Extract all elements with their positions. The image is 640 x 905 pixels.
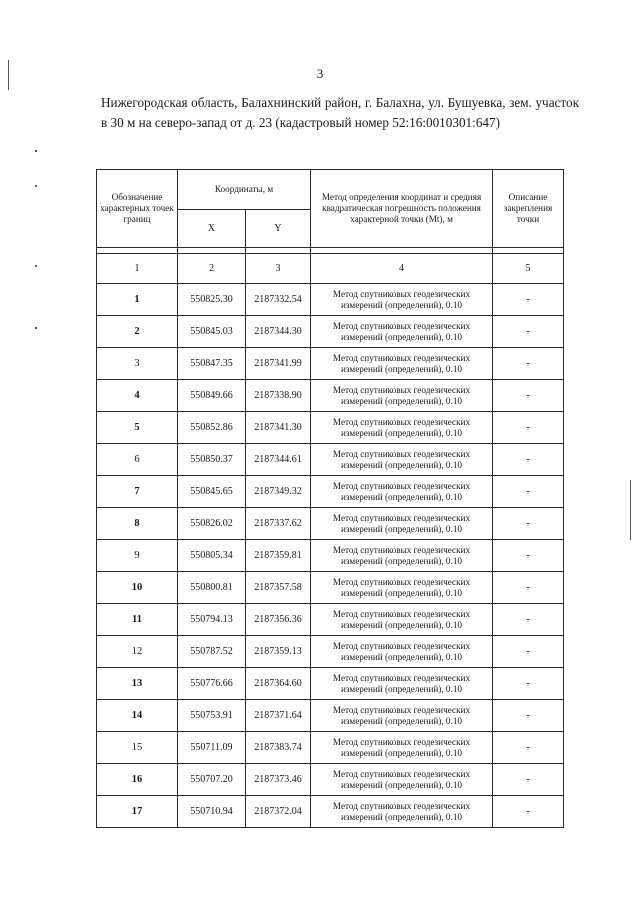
description-cell: -	[493, 540, 564, 572]
header-point: Обозначение характерных точек границ	[97, 170, 178, 248]
description-cell: -	[493, 604, 564, 636]
method-cell: Метод спутниковых геодезических измерений (определений), 0.10	[311, 668, 493, 700]
description-cell: -	[493, 796, 564, 828]
y-coordinate-cell: 2187344.61	[246, 444, 311, 476]
x-coordinate-cell: 550850.37	[178, 444, 246, 476]
table-row	[97, 508, 564, 540]
column-number: 2	[178, 254, 246, 284]
header-x: X	[178, 210, 246, 248]
page-heading: Нижегородская область, Балахнинский район, г. Балахна, ул. Бушуевка, зем. участок в 30 м на северо-запад от д. 23 (кадастровый номер 52:16:0010301:647)	[101, 95, 579, 130]
scan-mark	[35, 150, 37, 152]
method-cell: Метод спутниковых геодезических измерений (определений), 0.10	[311, 636, 493, 668]
point-cell: 6	[97, 444, 178, 476]
y-coordinate-cell: 2187383.74	[246, 732, 311, 764]
method-cell: Метод спутниковых геодезических измерений (определений), 0.10	[311, 476, 493, 508]
method-cell: Метод спутниковых геодезических измерений (определений), 0.10	[311, 348, 493, 380]
point-cell: 2	[97, 316, 178, 348]
point-cell: 16	[97, 764, 178, 796]
y-coordinate-cell: 2187344.30	[246, 316, 311, 348]
table-row	[97, 636, 564, 668]
header-method: Метод определения координат и средняя квадратическая погрешность положения характерной точки (Mt), м	[311, 170, 493, 248]
table-row	[97, 284, 564, 316]
table-row	[97, 412, 564, 444]
header-coords: Координаты, м	[178, 170, 311, 210]
method-cell: Метод спутниковых геодезических измерений (определений), 0.10	[311, 412, 493, 444]
point-cell: 4	[97, 380, 178, 412]
scan-mark	[630, 480, 631, 540]
table-row	[97, 316, 564, 348]
column-number-row	[97, 254, 564, 284]
table-row	[97, 444, 564, 476]
y-coordinate-cell: 2187338.90	[246, 380, 311, 412]
point-cell: 15	[97, 732, 178, 764]
point-cell: 5	[97, 412, 178, 444]
y-coordinate-cell: 2187356.36	[246, 604, 311, 636]
method-cell: Метод спутниковых геодезических измерений (определений), 0.10	[311, 604, 493, 636]
table-row	[97, 380, 564, 412]
table-row	[97, 572, 564, 604]
page-number: 3	[316, 66, 324, 81]
point-cell: 8	[97, 508, 178, 540]
description-cell: -	[493, 284, 564, 316]
table-row	[97, 732, 564, 764]
description-cell: -	[493, 732, 564, 764]
y-coordinate-cell: 2187341.99	[246, 348, 311, 380]
y-coordinate-cell: 2187357.58	[246, 572, 311, 604]
description-cell: -	[493, 380, 564, 412]
table-row	[97, 540, 564, 572]
point-cell: 14	[97, 700, 178, 732]
x-coordinate-cell: 550826.02	[178, 508, 246, 540]
description-cell: -	[493, 636, 564, 668]
point-cell: 11	[97, 604, 178, 636]
description-cell: -	[493, 668, 564, 700]
method-cell: Метод спутниковых геодезических измерений (определений), 0.10	[311, 444, 493, 476]
point-cell: 10	[97, 572, 178, 604]
scan-mark	[35, 265, 37, 267]
description-cell: -	[493, 412, 564, 444]
description-cell: -	[493, 316, 564, 348]
description-cell: -	[493, 444, 564, 476]
table-row	[97, 764, 564, 796]
y-coordinate-cell: 2187373.46	[246, 764, 311, 796]
table-row	[97, 476, 564, 508]
table-body	[97, 284, 564, 828]
method-cell: Метод спутниковых геодезических измерений (определений), 0.10	[311, 572, 493, 604]
scan-mark	[35, 185, 37, 187]
scan-mark	[35, 327, 37, 329]
method-cell: Метод спутниковых геодезических измерений (определений), 0.10	[311, 540, 493, 572]
method-cell: Метод спутниковых геодезических измерений (определений), 0.10	[311, 380, 493, 412]
header-y: Y	[246, 210, 311, 248]
x-coordinate-cell: 550845.65	[178, 476, 246, 508]
method-cell: Метод спутниковых геодезических измерений (определений), 0.10	[311, 764, 493, 796]
x-coordinate-cell: 550825.30	[178, 284, 246, 316]
point-cell: 7	[97, 476, 178, 508]
method-cell: Метод спутниковых геодезических измерений (определений), 0.10	[311, 508, 493, 540]
y-coordinate-cell: 2187349.32	[246, 476, 311, 508]
point-cell: 9	[97, 540, 178, 572]
y-coordinate-cell: 2187371.64	[246, 700, 311, 732]
y-coordinate-cell: 2187359.81	[246, 540, 311, 572]
description-cell: -	[493, 764, 564, 796]
x-coordinate-cell: 550787.52	[178, 636, 246, 668]
x-coordinate-cell: 550776.66	[178, 668, 246, 700]
y-coordinate-cell: 2187337.62	[246, 508, 311, 540]
x-coordinate-cell: 550852.86	[178, 412, 246, 444]
point-cell: 13	[97, 668, 178, 700]
y-coordinate-cell: 2187372.04	[246, 796, 311, 828]
point-cell: 17	[97, 796, 178, 828]
description-cell: -	[493, 508, 564, 540]
description-cell: -	[493, 476, 564, 508]
table-row	[97, 700, 564, 732]
x-coordinate-cell: 550845.03	[178, 316, 246, 348]
table-row	[97, 348, 564, 380]
x-coordinate-cell: 550800.81	[178, 572, 246, 604]
y-coordinate-cell: 2187359.13	[246, 636, 311, 668]
x-coordinate-cell: 550849.66	[178, 380, 246, 412]
point-cell: 3	[97, 348, 178, 380]
x-coordinate-cell: 550753.91	[178, 700, 246, 732]
x-coordinate-cell: 550710.94	[178, 796, 246, 828]
header-description: Описание закрепления точки	[493, 170, 564, 248]
column-number: 1	[97, 254, 178, 284]
x-coordinate-cell: 550847.35	[178, 348, 246, 380]
x-coordinate-cell: 550707.20	[178, 764, 246, 796]
method-cell: Метод спутниковых геодезических измерений (определений), 0.10	[311, 700, 493, 732]
table-row	[97, 604, 564, 636]
x-coordinate-cell: 550711.09	[178, 732, 246, 764]
description-cell: -	[493, 572, 564, 604]
method-cell: Метод спутниковых геодезических измерений (определений), 0.10	[311, 316, 493, 348]
method-cell: Метод спутниковых геодезических измерений (определений), 0.10	[311, 732, 493, 764]
description-cell: -	[493, 348, 564, 380]
point-cell: 12	[97, 636, 178, 668]
table-row	[97, 668, 564, 700]
y-coordinate-cell: 2187332.54	[246, 284, 311, 316]
column-number: 5	[493, 254, 564, 284]
x-coordinate-cell: 550805.34	[178, 540, 246, 572]
table-row	[97, 796, 564, 828]
point-cell: 1	[97, 284, 178, 316]
y-coordinate-cell: 2187341.30	[246, 412, 311, 444]
x-coordinate-cell: 550794.13	[178, 604, 246, 636]
column-number: 3	[246, 254, 311, 284]
description-cell: -	[493, 700, 564, 732]
y-coordinate-cell: 2187364.60	[246, 668, 311, 700]
method-cell: Метод спутниковых геодезических измерений (определений), 0.10	[311, 796, 493, 828]
method-cell: Метод спутниковых геодезических измерений (определений), 0.10	[311, 284, 493, 316]
table-header-row	[97, 170, 564, 210]
column-number: 4	[311, 254, 493, 284]
coordinates-table	[96, 169, 564, 828]
